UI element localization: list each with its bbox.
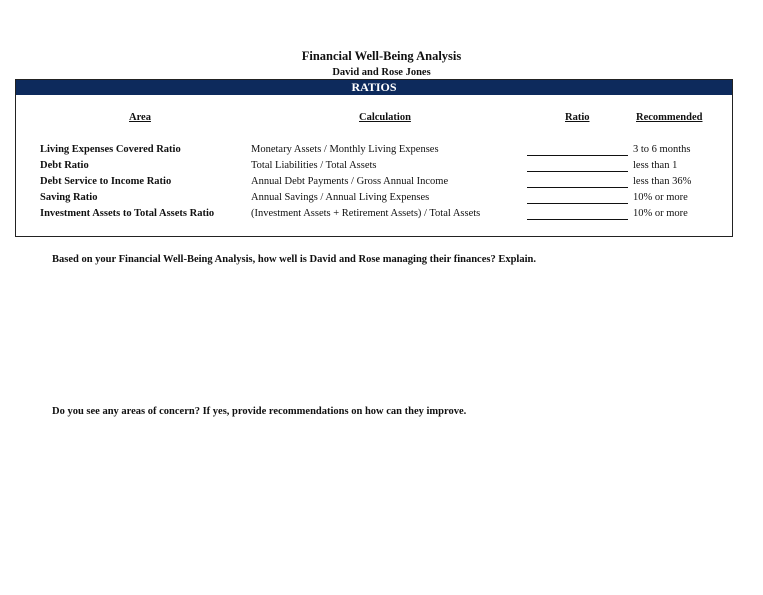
row-calculation: (Investment Assets + Retirement Assets) / Total Assets [251, 208, 481, 219]
table-row [16, 208, 732, 222]
ratio-blank[interactable] [527, 187, 628, 188]
ratio-blank[interactable] [527, 171, 628, 172]
column-header-calculation: Calculation [359, 112, 411, 123]
table-row [16, 144, 732, 158]
row-calculation: Monetary Assets / Monthly Living Expenses [251, 144, 439, 155]
row-recommended: 10% or more [633, 192, 688, 203]
row-calculation: Total Liabilities / Total Assets [251, 160, 377, 171]
ratios-table [15, 79, 733, 237]
table-row [16, 160, 732, 174]
page-subtitle: David and Rose Jones [332, 67, 431, 78]
column-header-recommended: Recommended [636, 112, 703, 123]
ratio-blank[interactable] [527, 219, 628, 220]
ratio-blank[interactable] [527, 155, 628, 156]
table-row [16, 176, 732, 190]
column-header-ratio: Ratio [565, 112, 590, 123]
page-title: Financial Well-Being Analysis [301, 49, 462, 63]
row-area: Debt Service to Income Ratio [40, 176, 172, 187]
row-recommended: less than 1 [633, 160, 678, 171]
row-area: Debt Ratio [40, 160, 89, 171]
row-calculation: Annual Savings / Annual Living Expenses [251, 192, 430, 203]
row-recommended: 3 to 6 months [633, 144, 691, 155]
row-calculation: Annual Debt Payments / Gross Annual Income [251, 176, 449, 187]
row-area: Investment Assets to Total Assets Ratio [40, 208, 215, 219]
section-band: RATIOS [16, 80, 732, 95]
row-recommended: less than 36% [633, 176, 692, 187]
ratio-blank[interactable] [527, 203, 628, 204]
table-row [16, 192, 732, 206]
row-recommended: 10% or more [633, 208, 688, 219]
row-area: Living Expenses Covered Ratio [40, 144, 181, 155]
question-1: Based on your Financial Well-Being Analysis, how well is David and Rose managing their finances? Explain. [52, 254, 536, 265]
row-area: Saving Ratio [40, 192, 98, 203]
column-header-area: Area [129, 112, 151, 123]
question-2: Do you see any areas of concern? If yes, provide recommendations on how can they improve. [52, 406, 467, 417]
